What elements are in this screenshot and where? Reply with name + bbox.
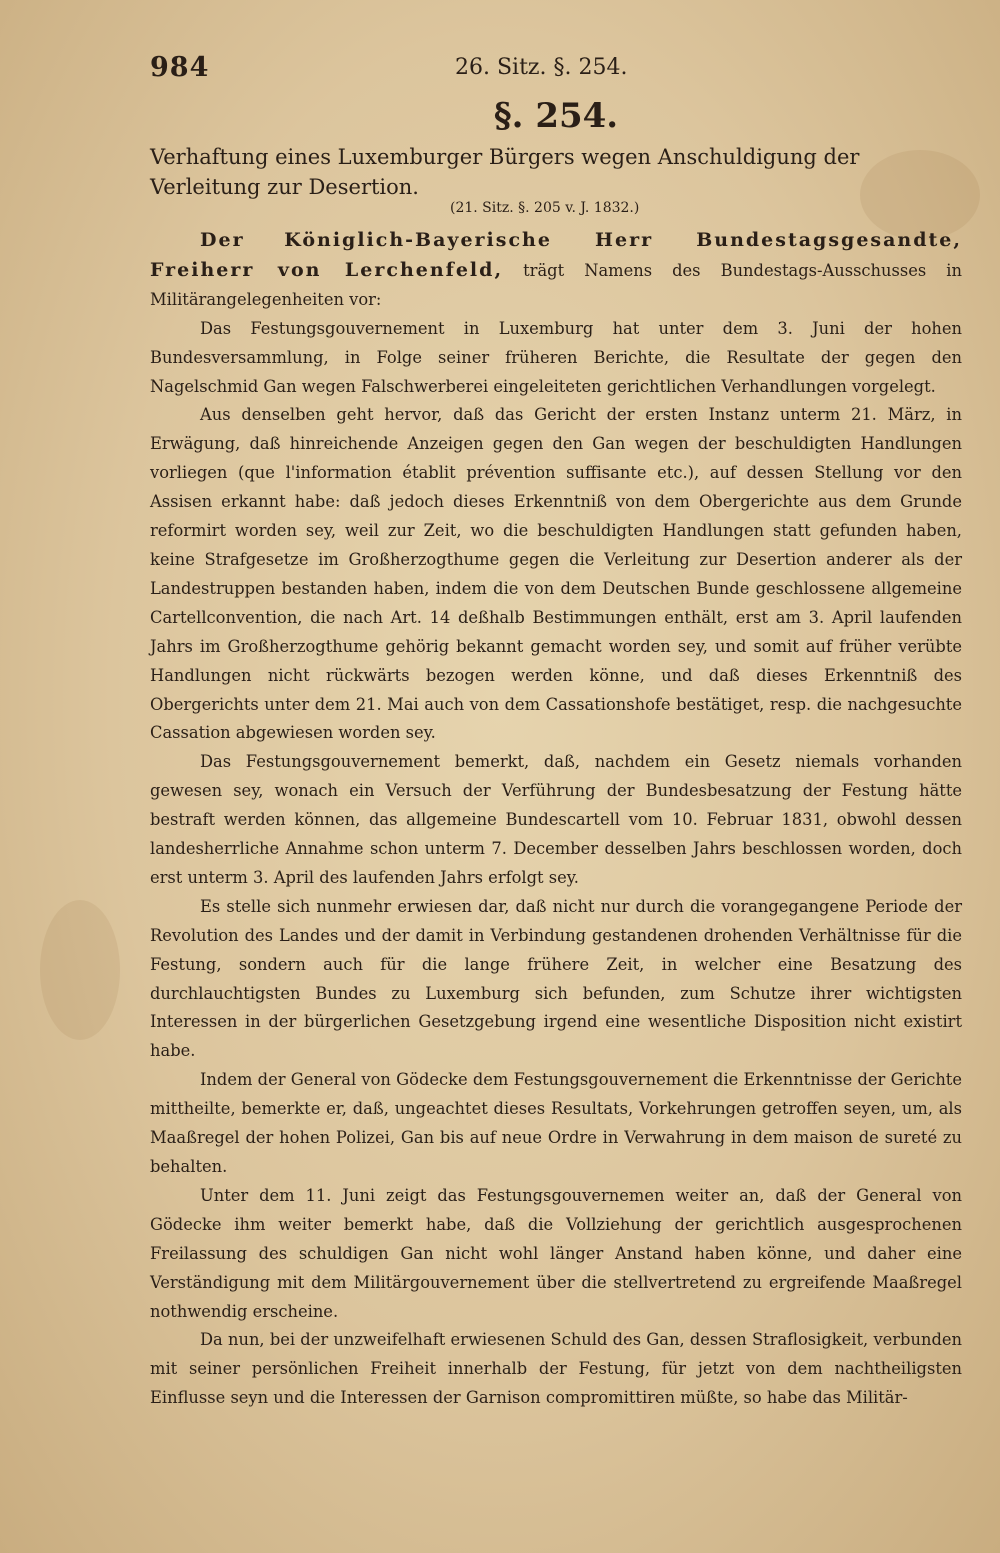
section-reference: (21. Sitz. §. 205 v. J. 1832.) xyxy=(450,200,640,216)
paragraph: Das Festungsgouvernement in Luxemburg hat unter dem 3. Juni der hohen Bundesversammlung, in Folge seiner früheren Berichte, die Resultate der gegen den Nagelschmid Gan wegen Falschwerberei eingeleiteten gerichtlichen Verhandlungen vorgelegt. xyxy=(150,318,962,396)
envoy-name: Königlich-Bayerische Herr Bundestagsgesandte, Freiherr von Lerchenfeld, xyxy=(150,229,962,281)
running-head: 26. Sitz. §. 254. xyxy=(455,55,628,80)
paragraph: Es stelle sich nunmehr erwiesen dar, daß nicht nur durch die vorangegangene Periode der Revolution des Landes und der damit in Verbindung gestandenen drohenden Verhältnisse für die Festung, sondern auch für die lange frühere Zeit, in welcher eine Besatzung des durchlauchtigsten Bundes zu Luxemburg sich befunden, zum Schutze ihrer wichtigsten Interessen in der bürgerlichen Gesetzgebung irgend eine wesentliche Disposition nicht existirt habe. xyxy=(150,896,962,1061)
paragraph: Aus denselben geht hervor, daß das Gericht der ersten Instanz unterm 21. März, in Erwägung, daß hinreichende Anzeigen gegen den Gan wegen der beschuldigten Handlungen vorliegen (que l'information établit prévention suffisante etc.), auf dessen Stellung vor den Assisen erkannt habe: daß jedoch dieses Erkenntniß von dem Obergerichte aus dem Grunde reformirt worden sey, weil zur Zeit, wo die beschuldigten Handlungen statt gefunden haben, keine Strafgesetze im Großherzogthume gegen die Verleitung zur Desertion anderer als der Landestruppen bestanden haben, indem die von dem Deutschen Bunde geschlossene allgemeine Cartellconvention, die nach Art. 14 deßhalb Bestimmungen enthält, erst am 3. April laufenden Jahrs im Großherzogthume gehörig bekannt gemacht worden sey, und somit auf früher verübte Handlungen nicht rückwärts bezogen werden könne, und daß dieses Erkenntniß des Obergerichts unter dem 21. Mai auch von dem Cassationshofe bestätiget, resp. die nachgesuchte Cassation abgewiesen worden sey. xyxy=(150,405,962,743)
paragraph: Da nun, bei der unzweifelhaft erwiesenen Schuld des Gan, dessen Straflosigkeit, verbunden mit seiner persönlichen Freiheit innerhalb der Festung, für jetzt von dem nachtheiligsten Einflusse seyn und die Interessen der Garnison compromittiren müßte, so habe das Militär- xyxy=(150,1330,962,1408)
paragraph: Indem der General von Gödecke dem Festungsgouvernement die Erkenntnisse der Gerichte mittheilte, bemerkte er, daß, ungeachtet dieses Resultats, Vorkehrungen getroffen seyen, um, als Maaßregel der hohen Polizei, Gan bis auf neue Ordre in Verwahrung in dem maison de sureté zu behalten. xyxy=(150,1070,962,1176)
section-heading: §. 254. xyxy=(493,96,619,136)
paper-stain xyxy=(40,900,120,1040)
page-header xyxy=(150,52,970,86)
intro-text: trägt Namens des Bundestags-Ausschusses in Militärangelegenheiten vor: xyxy=(150,260,962,309)
section-title: Verhaftung eines Luxemburger Bürgers wegen Anschuldigung der Verleitung zur Desertion. xyxy=(150,145,860,199)
paragraph: Das Festungsgouvernement bemerkt, daß, nachdem ein Gesetz niemals vorhanden gewesen sey, wonach ein Versuch der Verführung der Bundesbesatzung der Festung hätte bestraft werden können, das allgemeine Bundescartell vom 10. Februar 1831, obwohl dessen landesherrliche Annahme schon unterm 7. December desselben Jahrs beschlossen worden, doch erst unterm 3. April des laufenden Jahrs erfolgt sey. xyxy=(150,752,962,887)
intro-article: Der xyxy=(200,229,245,251)
paragraph: Unter dem 11. Juni zeigt das Festungsgouvernemen weiter an, daß der General von Gödecke ihm weiter bemerkt habe, daß die Vollziehung der gerichtlich ausgesprochenen Freilassung des schuldigen Gan nicht wohl länger Anstand haben könne, und daher eine Verständigung mit dem Militärgouvernement über die stellvertretend zu ergreifende Maaßregel nothwendig erscheine. xyxy=(150,1185,962,1321)
page-number: 984 xyxy=(150,52,210,83)
intro-paragraph xyxy=(150,226,962,315)
body-text xyxy=(150,226,962,1413)
